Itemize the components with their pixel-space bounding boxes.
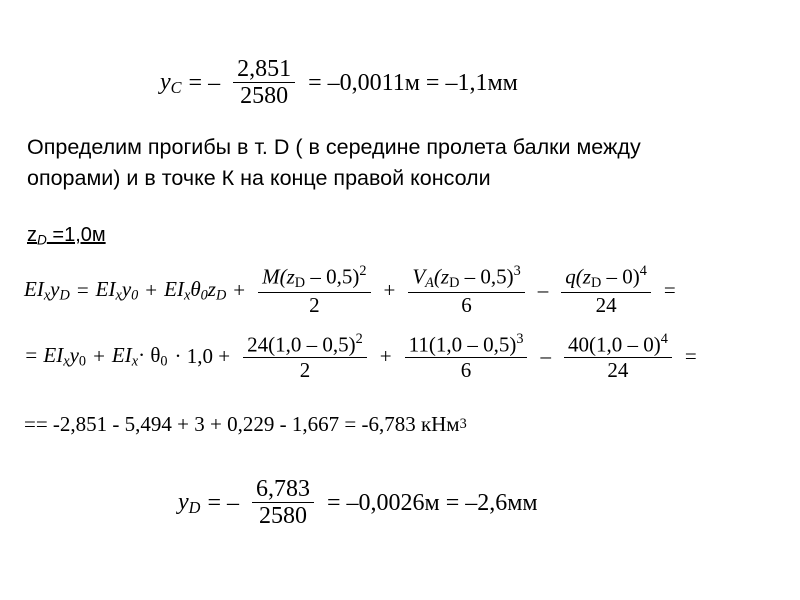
term-2: $EI_x\theta_0z_D$	[164, 276, 227, 304]
fraction-reaction-numerator: $V_A(z_D - 0,5)^3$	[408, 264, 524, 293]
yd-equals-minus: = –	[207, 489, 239, 516]
sub-fraction-3-denominator: 24	[607, 357, 629, 382]
sub-term-2: $EI_x\cdot \theta_0$	[111, 343, 168, 370]
sub-end-equals: =	[684, 344, 697, 369]
sub-fraction-1-numerator: 24(1,0 – 0,5)$^2$	[243, 332, 367, 358]
sub-fraction-1-denominator: 2	[299, 357, 311, 382]
sub-fraction-1	[243, 332, 367, 382]
sub-plus-1: +	[93, 344, 105, 369]
sub-minus: –	[540, 344, 551, 369]
sub-value: · 1,0 +	[174, 344, 231, 369]
fraction-load	[561, 264, 651, 317]
result-power: 3	[459, 416, 467, 432]
fraction-moment	[258, 264, 370, 317]
zd-label-z: z	[27, 224, 37, 246]
fraction-moment-numerator: $M(z_D - 0,5)^2$	[258, 264, 370, 293]
fraction-load-denominator: 24	[595, 292, 617, 317]
sub-term-1: = $EI_xy_0$	[24, 343, 87, 370]
minus: –	[537, 277, 549, 302]
yc-equals-minus: = –	[188, 69, 221, 96]
plus-2: +	[233, 277, 246, 302]
main-end-equals: =	[663, 277, 676, 302]
sub-plus-2: +	[379, 344, 392, 369]
yd-denominator: 2580	[258, 503, 307, 530]
lhs-term: $EI_xy_D$	[24, 276, 70, 304]
sub-fraction-2-denominator: 6	[460, 357, 472, 382]
sub-fraction-2	[405, 332, 528, 382]
equation-yc	[160, 56, 525, 111]
equation-main	[24, 264, 683, 317]
equation-yd	[178, 476, 545, 531]
yd-symbol: $y_D$	[178, 488, 201, 518]
zd-label-value: =1,0м	[46, 224, 106, 246]
fraction-moment-denominator: 2	[309, 292, 320, 317]
sub-fraction-2-numerator: 11(1,0 – 0,5)$^3$	[405, 332, 528, 358]
description-paragraph	[27, 132, 787, 194]
yd-fraction	[252, 476, 314, 531]
yc-result: = –0,0011м = –1,1мм	[308, 69, 518, 96]
yc-symbol: $y_C$	[160, 68, 182, 98]
main-equals: =	[76, 277, 89, 302]
fraction-load-numerator: $q(z_D - 0)^4$	[561, 264, 651, 293]
zd-label-sub: D	[37, 232, 47, 248]
zd-label	[27, 224, 106, 247]
yc-fraction	[233, 56, 295, 111]
paragraph-line-2: опорами) и в точке К на конце правой консоли	[27, 166, 491, 190]
fraction-reaction-denominator: 6	[461, 292, 472, 317]
result-text: == -2,851 - 5,494 + 3 + 0,229 - 1,667 = -6,783 кНм	[24, 412, 460, 436]
fraction-reaction	[408, 264, 524, 317]
yd-numerator: 6,783	[252, 476, 314, 503]
sub-fraction-3	[564, 332, 672, 382]
yd-result: = –0,0026м = –2,6мм	[326, 489, 538, 516]
yc-denominator: 2580	[240, 83, 289, 110]
sub-fraction-3-numerator: 40(1,0 – 0)$^4$	[564, 332, 672, 358]
plus-3: +	[383, 277, 396, 302]
yc-numerator: 2,851	[233, 56, 295, 83]
plus-1: +	[145, 277, 158, 302]
equation-result	[24, 412, 467, 437]
term-1: $EI_xy_0$	[95, 276, 139, 304]
paragraph-line-1: Определим прогибы в т. D ( в середине пролета балки между	[27, 135, 641, 159]
equation-substituted	[24, 332, 704, 382]
